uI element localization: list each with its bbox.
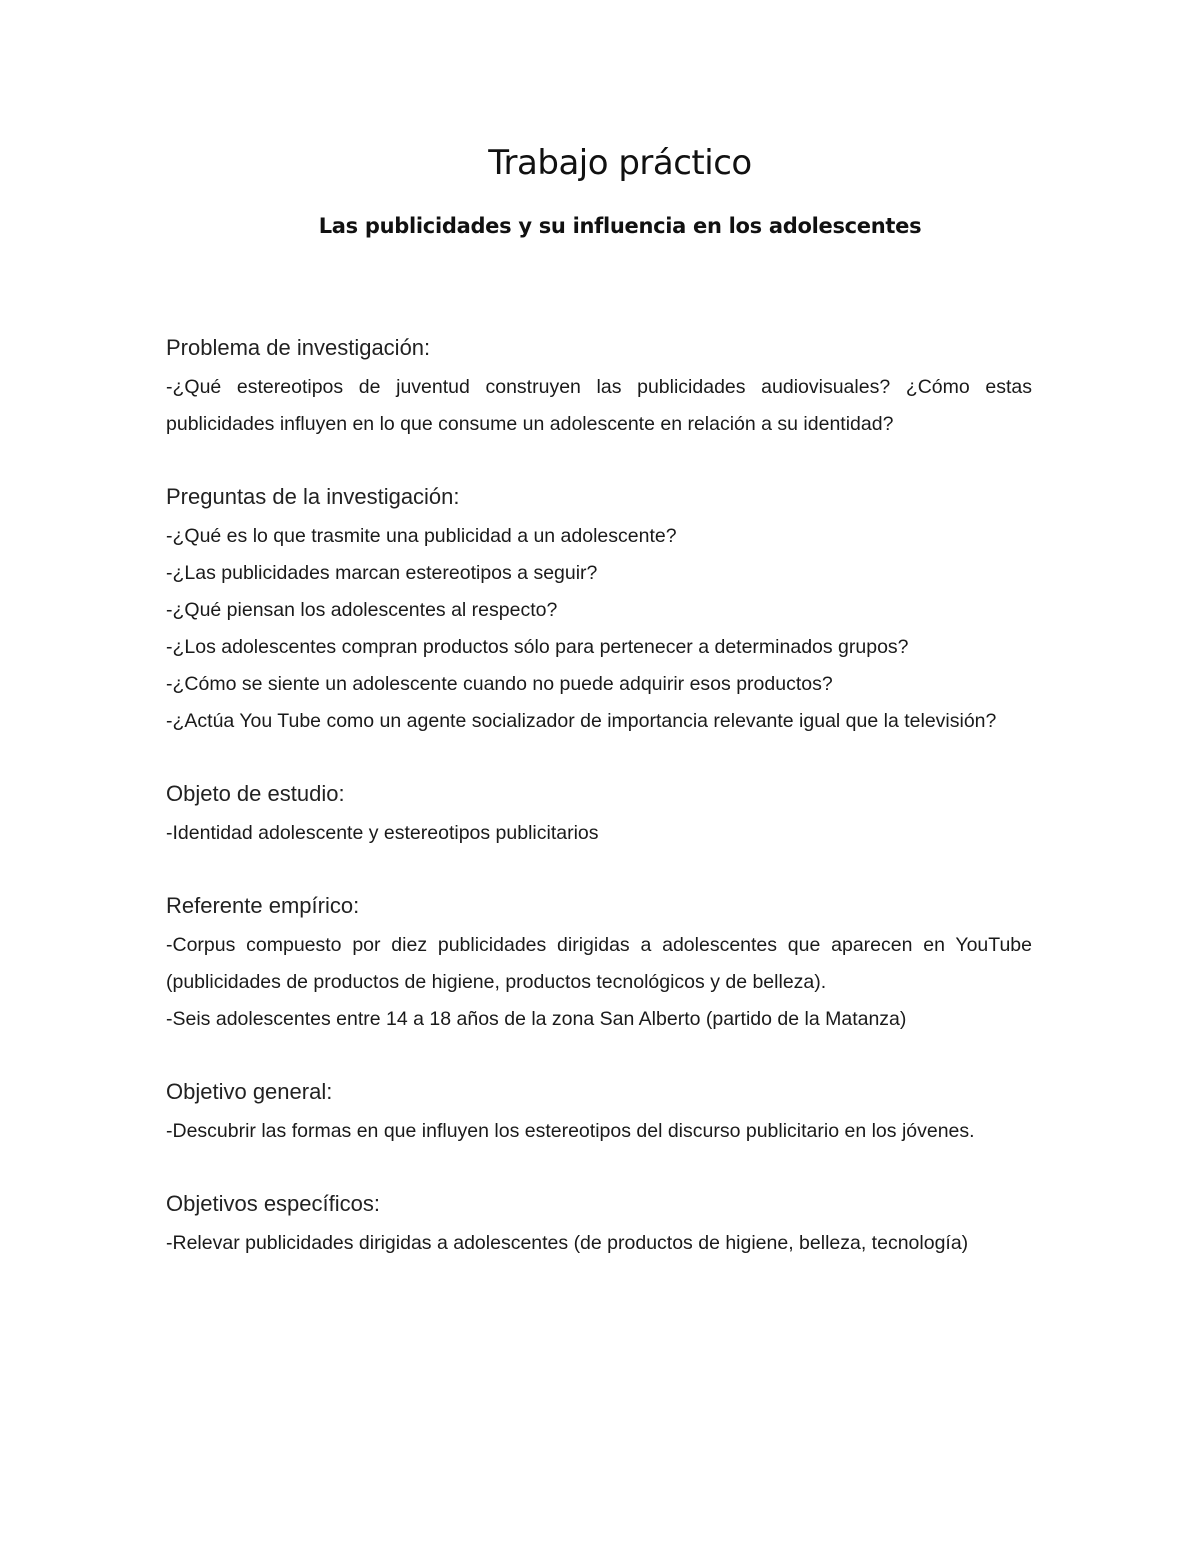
section-spacer bbox=[166, 852, 1032, 891]
question-item: -¿Cómo se siente un adolescente cuando no puede adquirir esos productos? bbox=[166, 673, 833, 695]
question-item: -¿Actúa You Tube como un agente socializador de importancia relevante igual que la televisión? bbox=[166, 710, 997, 732]
section-paragraph: -Identidad adolescente y estereotipos publicitarios bbox=[166, 822, 599, 844]
section-paragraph: -Relevar publicidades dirigidas a adolescentes (de productos de higiene, belleza, tecnología) bbox=[166, 1232, 969, 1254]
section-heading: Objetivo general: bbox=[166, 1079, 333, 1104]
section-paragraph: -Corpus compuesto por diez publicidades dirigidas a adolescentes que aparecen en YouTube (publicidades de productos de higiene, productos tecnológicos y de belleza). bbox=[166, 934, 1032, 993]
section-heading: Preguntas de la investigación: bbox=[166, 484, 460, 509]
question-item: -¿Los adolescentes compran productos sólo para pertenecer a determinados grupos? bbox=[166, 636, 909, 658]
section-heading: Referente empírico: bbox=[166, 893, 360, 918]
question-item: -¿Qué es lo que trasmite una publicidad a un adolescente? bbox=[166, 525, 677, 547]
section-paragraph: -¿Qué estereotipos de juventud construyen las publicidades audiovisuales? ¿Cómo estas publicidades influyen en lo que consume un adolescente en relación a su identidad? bbox=[166, 376, 1032, 435]
section-objetivo-general bbox=[166, 1077, 1032, 1150]
section-heading: Objetivos específicos: bbox=[166, 1191, 380, 1216]
section-spacer bbox=[166, 443, 1032, 482]
section-objetivos-especificos bbox=[166, 1189, 1032, 1262]
section-heading: Problema de investigación: bbox=[166, 335, 431, 360]
section-paragraph: -Descubrir las formas en que influyen los estereotipos del discurso publicitario en los jóvenes. bbox=[166, 1120, 975, 1142]
section-referente bbox=[166, 891, 1032, 1038]
question-item: -¿Qué piensan los adolescentes al respecto? bbox=[166, 599, 558, 621]
section-objeto bbox=[166, 779, 1032, 852]
question-item: -¿Las publicidades marcan estereotipos a seguir? bbox=[166, 562, 598, 584]
section-problema bbox=[166, 333, 1032, 443]
section-spacer bbox=[166, 1150, 1032, 1189]
document-body bbox=[166, 333, 1032, 1262]
section-preguntas bbox=[166, 482, 1032, 740]
section-heading: Objeto de estudio: bbox=[166, 781, 345, 806]
section-spacer bbox=[166, 740, 1032, 779]
document-title: Trabajo práctico bbox=[488, 143, 752, 183]
document-subtitle: Las publicidades y su influencia en los adolescentes bbox=[318, 214, 922, 238]
section-spacer bbox=[166, 1038, 1032, 1077]
section-paragraph: -Seis adolescentes entre 14 a 18 años de la zona San Alberto (partido de la Matanza) bbox=[166, 1008, 907, 1030]
